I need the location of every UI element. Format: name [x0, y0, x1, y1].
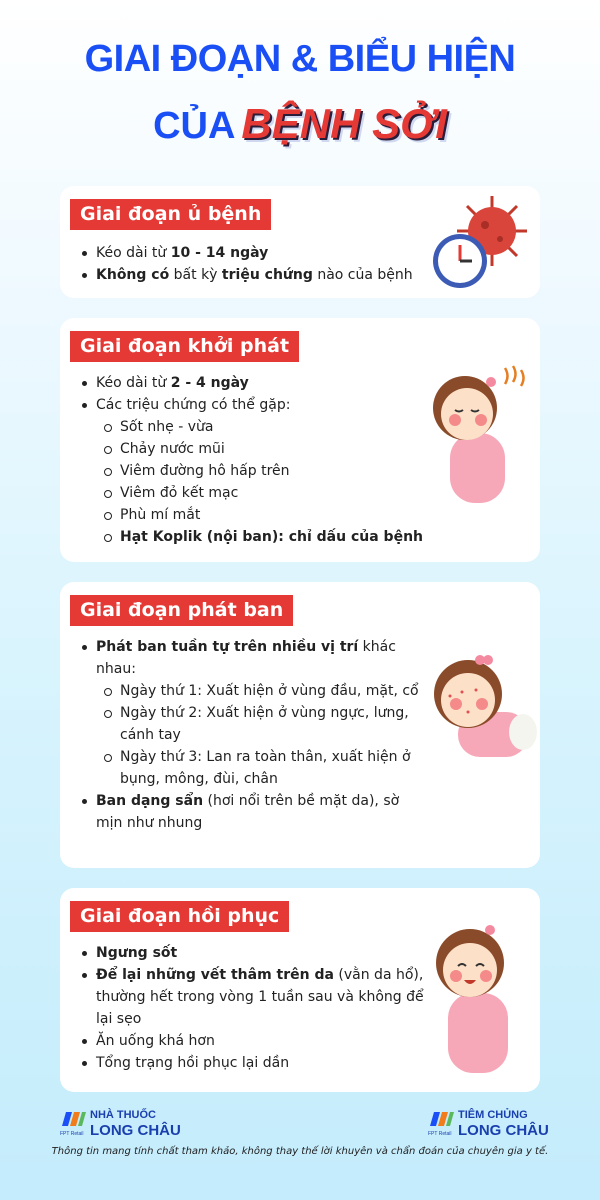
stage-list: [80, 942, 430, 1074]
text-segment: Ngày thứ 2: Xuất hiện ở vùng ngực, lưng, cánh tay: [120, 705, 409, 743]
list-item: [80, 1052, 430, 1074]
virus-clock-icon: [430, 191, 530, 291]
text-segment: Sốt nhẹ - vừa: [120, 419, 214, 435]
text-segment: (hơi nổi trên bề mặt da), sờ mịn như nhung: [96, 793, 400, 831]
text-segment: Kéo dài từ: [96, 375, 171, 391]
text-segment: Ăn uống khá hơn: [96, 1033, 215, 1049]
text-segment: Phát ban tuần tự trên nhiều vị trí: [96, 639, 359, 655]
list-item: [80, 964, 430, 1030]
stage-list: [80, 242, 430, 286]
disclaimer: Thông tin mang tính chất tham khảo, không thay thế lời khuyên và chẩn đoán của chuyên gia y tế.: [51, 1146, 549, 1157]
logo-nha-thuoc-long-chau: FPT Retail NHÀ THUỐC LONG CHÂU: [60, 1109, 181, 1139]
list-item: [80, 482, 430, 504]
fpt-logo-icon: [60, 1110, 86, 1126]
stage-list: [80, 636, 430, 834]
fpt-logo-icon: [428, 1110, 454, 1126]
list-item: [80, 790, 430, 834]
list-item: [80, 526, 430, 548]
list-item: [80, 438, 430, 460]
list-item: [80, 416, 430, 438]
text-segment: Ban dạng sẩn: [96, 793, 204, 809]
list-item: [80, 372, 430, 394]
stage-card-incubation: [60, 186, 540, 298]
stage-label: Giai đoạn khởi phát: [70, 331, 299, 362]
happy-baby-icon: [428, 918, 538, 1083]
page-title-line2: [0, 100, 600, 148]
list-item: [80, 680, 430, 702]
list-item: [80, 1030, 430, 1052]
text-segment: triệu chứng: [221, 267, 313, 283]
list-item: [80, 264, 430, 286]
list-item: [80, 460, 430, 482]
text-segment: Phù mí mắt: [120, 507, 201, 523]
list-item: [80, 504, 430, 526]
stage-list: [80, 372, 430, 548]
text-segment: Viêm đường hô hấp trên: [120, 463, 290, 479]
list-item: [80, 942, 430, 964]
stage-card-rash: [60, 582, 540, 868]
stage-label: Giai đoạn ủ bệnh: [70, 199, 271, 230]
text-segment: Ngày thứ 3: Lan ra toàn thân, xuất hiện ở bụng, mông, đùi, chân: [120, 749, 411, 787]
text-segment: (vằn da hổ), thường hết trong vòng 1 tuần sau và không để lại sẹo: [96, 967, 424, 1027]
list-item: [80, 746, 430, 790]
text-segment: Không có: [96, 267, 170, 283]
text-segment: Ngưng sốt: [96, 945, 178, 961]
stage-label: Giai đoạn hồi phục: [70, 901, 289, 932]
logo-tiem-chung-long-chau: FPT Retail TIÊM CHỦNG LONG CHÂU: [428, 1109, 549, 1139]
list-item: [80, 394, 430, 416]
rash-baby-icon: [428, 652, 538, 772]
text-segment: 2 - 4 ngày: [170, 375, 249, 391]
text-segment: nào của bệnh: [312, 267, 413, 283]
list-item: [80, 636, 430, 680]
stage-card-recovery: [60, 888, 540, 1092]
title-highlight: BỆNH SỞI: [241, 100, 447, 147]
text-segment: Viêm đỏ kết mạc: [120, 485, 239, 501]
text-segment: Để lại những vết thâm trên da: [96, 967, 334, 983]
text-segment: Tổng trạng hồi phục lại dần: [96, 1055, 290, 1071]
text-segment: Các triệu chứng có thể gặp:: [96, 397, 291, 413]
text-segment: khác nhau:: [96, 639, 396, 677]
text-segment: Kéo dài từ: [96, 245, 171, 261]
stage-label: Giai đoạn phát ban: [70, 595, 293, 626]
text-segment: Hạt Koplik (nội ban): chỉ dấu của bệnh: [120, 529, 424, 545]
text-segment: Ngày thứ 1: Xuất hiện ở vùng đầu, mặt, cổ: [120, 683, 419, 699]
list-item: [80, 702, 430, 746]
list-item: [80, 242, 430, 264]
text-segment: 10 - 14 ngày: [170, 245, 269, 261]
text-segment: bất kỳ: [169, 267, 222, 283]
text-segment: Chảy nước mũi: [120, 441, 225, 457]
stage-card-onset: [60, 318, 540, 562]
page-title-line1: GIAI ĐOẠN & BIỂU HIỆN: [84, 38, 516, 80]
sick-baby-icon: [425, 358, 535, 508]
title-prefix: CỦA: [153, 105, 236, 147]
